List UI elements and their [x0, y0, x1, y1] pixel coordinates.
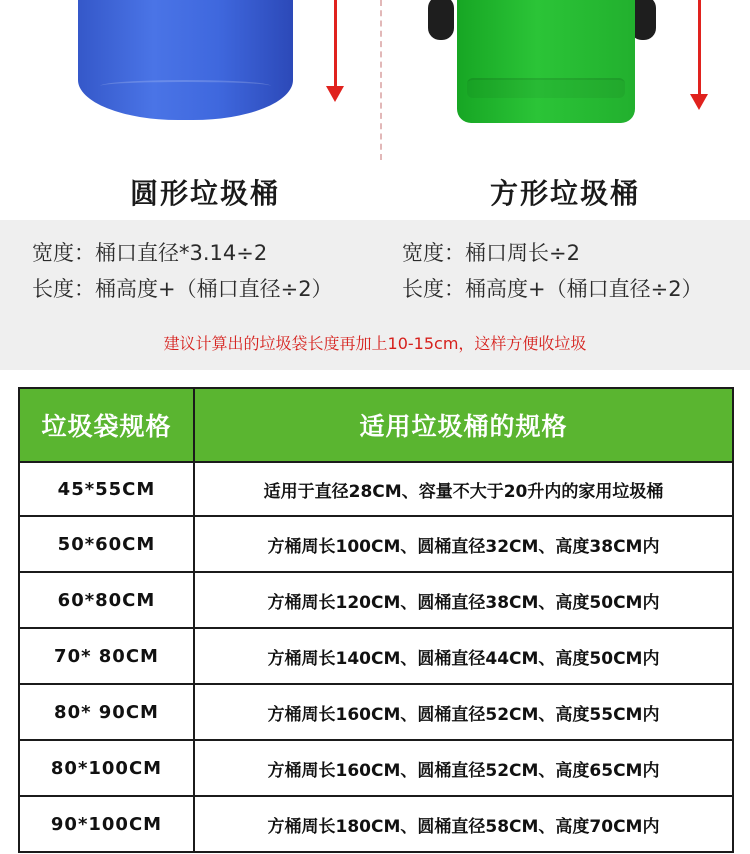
- bin-spec-cell: 方桶周长160CM、圆桶直径52CM、高度55CM内: [194, 684, 733, 740]
- round-length-formula: 长度：桶高度+（桶口直径÷2）: [32, 277, 333, 301]
- table-header-row: [19, 388, 733, 462]
- bag-size-cell: 80* 90CM: [19, 684, 194, 740]
- size-table: [18, 387, 734, 853]
- length-tip-note: 建议计算出的垃圾袋长度再加上10-15cm，这样方便收垃圾: [163, 334, 587, 353]
- product-illustration: [0, 0, 750, 220]
- round-bin-image: [78, 0, 293, 120]
- header-bin-spec: 适用垃圾桶的规格: [194, 388, 733, 462]
- divider-dashed: [380, 0, 382, 160]
- round-width-formula: 宽度：桶口直径*3.14÷2: [32, 241, 268, 265]
- bag-size-cell: 50*60CM: [19, 516, 194, 572]
- bag-size-cell: 80*100CM: [19, 740, 194, 796]
- bag-size-cell: 45*55CM: [19, 462, 194, 516]
- height-arrow-left: [334, 0, 337, 88]
- square-bin-image: [457, 0, 635, 123]
- header-bag-size: 垃圾袋规格: [19, 388, 194, 462]
- height-arrow-right: [698, 0, 701, 96]
- bin-wheel: [428, 0, 454, 40]
- bin-spec-cell: 方桶周长160CM、圆桶直径52CM、高度65CM内: [194, 740, 733, 796]
- bin-spec-cell: 方桶周长140CM、圆桶直径44CM、高度50CM内: [194, 628, 733, 684]
- table-row: [19, 516, 733, 572]
- bag-size-cell: 90*100CM: [19, 796, 194, 852]
- bin-spec-cell: 适用于直径28CM、容量不大于20升内的家用垃圾桶: [194, 462, 733, 516]
- bin-spec-cell: 方桶周长120CM、圆桶直径38CM、高度50CM内: [194, 572, 733, 628]
- table-row: [19, 572, 733, 628]
- bag-size-cell: 70* 80CM: [19, 628, 194, 684]
- table-row: [19, 628, 733, 684]
- square-bin-title: 方形垃圾桶: [490, 177, 641, 210]
- square-width-formula: 宽度：桶口周长÷2: [402, 241, 580, 265]
- round-bin-title: 圆形垃圾桶: [130, 177, 281, 210]
- table-row: [19, 462, 733, 516]
- table-row: [19, 684, 733, 740]
- bin-spec-cell: 方桶周长100CM、圆桶直径32CM、高度38CM内: [194, 516, 733, 572]
- bag-size-cell: 60*80CM: [19, 572, 194, 628]
- table-row: [19, 740, 733, 796]
- square-length-formula: 长度：桶高度+（桶口直径÷2）: [402, 277, 703, 301]
- table-row: [19, 796, 733, 852]
- bin-spec-cell: 方桶周长180CM、圆桶直径58CM、高度70CM内: [194, 796, 733, 852]
